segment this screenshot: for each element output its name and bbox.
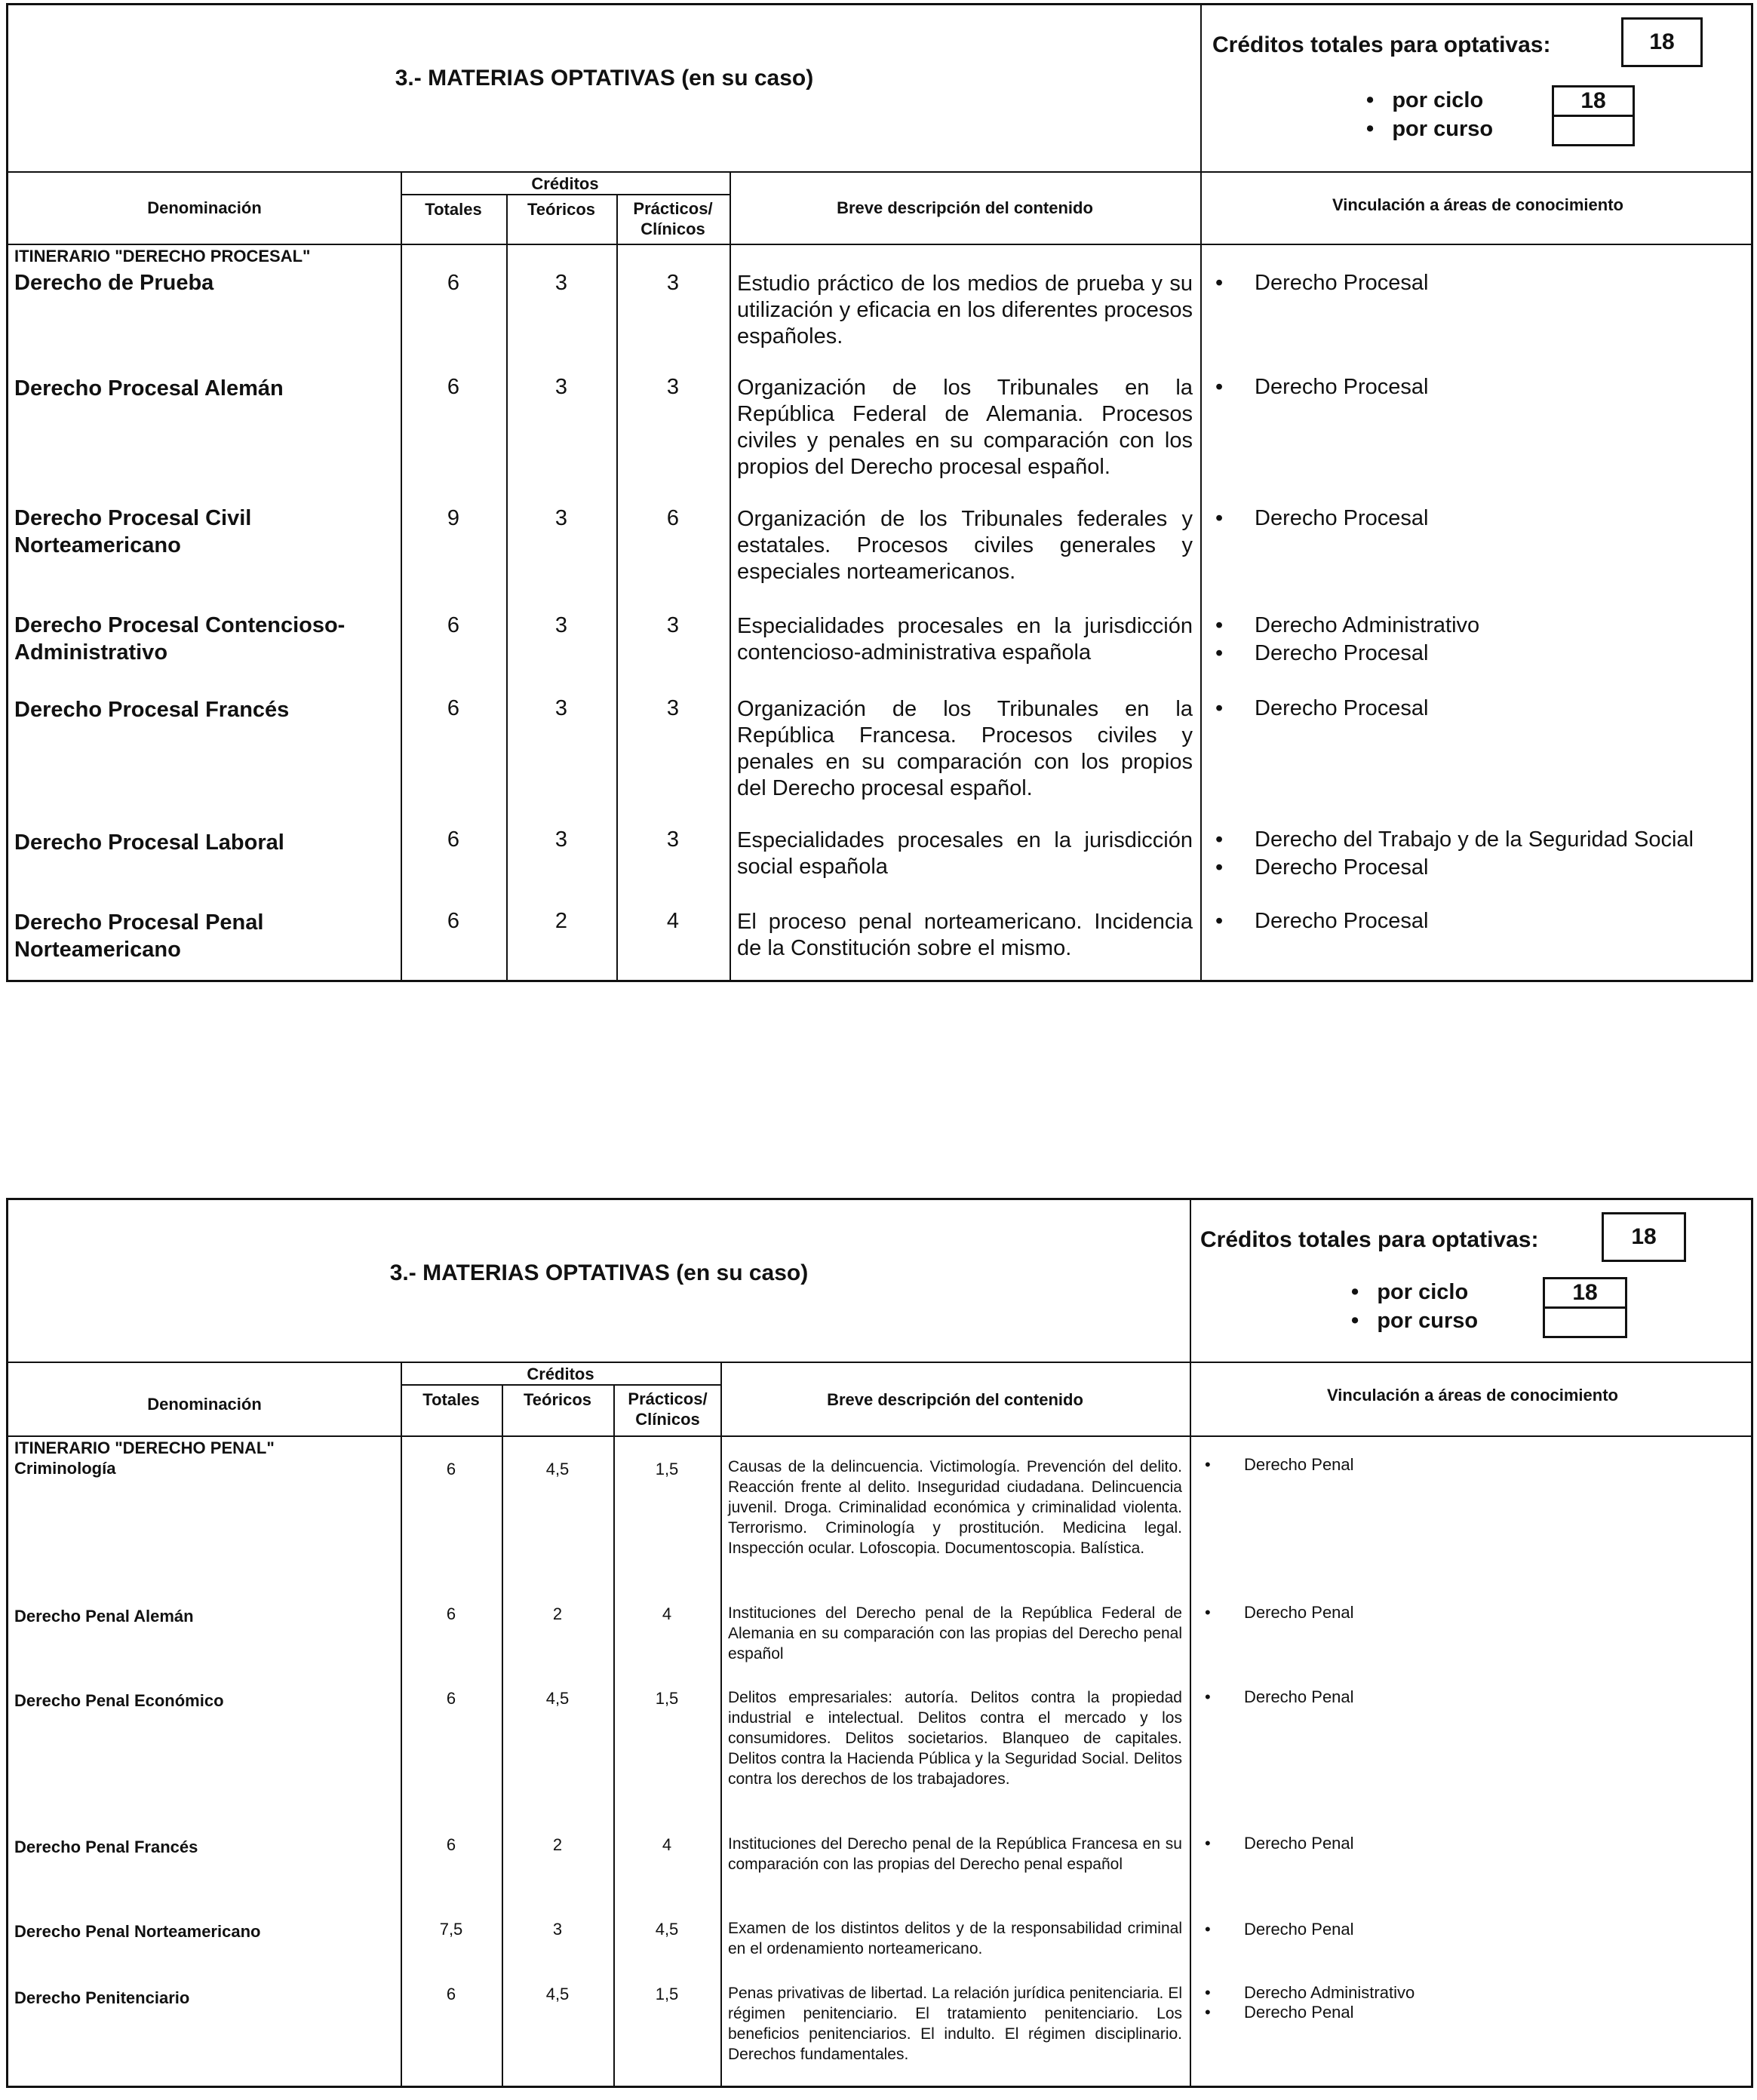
- area-item: • Derecho Administrativo: [1209, 612, 1752, 640]
- por-curso-label: • por curso: [1366, 117, 1494, 141]
- row-practicos: 4: [662, 1835, 672, 1854]
- row-teoricos: 3: [554, 375, 568, 399]
- row-practicos: 3: [666, 271, 680, 295]
- optativas-table-penal: [6, 1198, 1753, 2088]
- header-practicos: Prácticos/ Clínicos: [633, 199, 713, 238]
- por-ciclo-box: 18: [1552, 85, 1635, 117]
- row-totales: 6: [447, 827, 460, 852]
- area-item: • Derecho Procesal: [1209, 640, 1752, 668]
- row-teoricos: 3: [552, 1920, 563, 1939]
- row-practicos: 6: [666, 506, 680, 530]
- por-curso-box: [1552, 115, 1635, 146]
- creditos-totales-label: Créditos totales para optativas:: [1212, 32, 1551, 57]
- row-totales: 6: [446, 1689, 456, 1708]
- row-practicos: 4: [666, 909, 680, 933]
- row-practicos: 1,5: [655, 1689, 679, 1708]
- table-title: 3.- MATERIAS OPTATIVAS (en su caso): [395, 66, 814, 91]
- row-name: Derecho Procesal Alemán: [14, 376, 284, 401]
- row-areas: [1209, 269, 1752, 297]
- row-totales: 6: [446, 1835, 456, 1854]
- row-areas: [1209, 907, 1752, 935]
- row-totales: 6: [447, 696, 460, 720]
- por-curso-label: • por curso: [1351, 1309, 1479, 1333]
- row-description: Instituciones del Derecho penal de la República Francesa en su comparación con las propias del Derecho penal español: [728, 1835, 1182, 1873]
- header-vinculacion: Vinculación a áreas de conocimiento: [1327, 1386, 1618, 1405]
- header-creditos: Créditos: [527, 1365, 594, 1383]
- row-name: Derecho Procesal Contencioso-Administrativo: [14, 613, 346, 665]
- row-description: Delitos empresariales: autoría. Delitos contra la propiedad industrial e intelectual. Delitos contra el mercado y los consumidores. Delitos societarios. Blanqueo de capitales. Delitos contra la Hacienda Pública y la Seguridad Social. Delitos contra los derechos de los trabajadores.: [728, 1689, 1182, 1788]
- row-areas: [1199, 1834, 1749, 1853]
- row-practicos: 4: [662, 1604, 672, 1623]
- row-areas: [1199, 1455, 1749, 1475]
- row-totales: 6: [447, 375, 460, 399]
- row-totales: 6: [446, 1460, 456, 1478]
- header-denominacion: Denominación: [147, 198, 262, 217]
- row-description: Especialidades procesales en la jurisdicción contencioso-administrativa española: [737, 614, 1193, 665]
- row-practicos: 3: [666, 827, 680, 852]
- row-name: Derecho de Prueba: [14, 271, 214, 295]
- area-item: • Derecho Procesal: [1209, 854, 1752, 882]
- header-totales: Totales: [425, 200, 482, 219]
- header-creditos: Créditos: [531, 174, 599, 193]
- row-description: Estudio práctico de los medios de prueba y su utilización y eficacia en los diferentes procesos españoles.: [737, 272, 1193, 348]
- row-description: El proceso penal norteamericano. Incidencia de la Constitución sobre el mismo.: [737, 910, 1193, 960]
- header-descripcion: Breve descripción del contenido: [837, 198, 1093, 217]
- row-teoricos: 4,5: [545, 1985, 570, 2003]
- row-totales: 9: [447, 506, 460, 530]
- row-description: Penas privativas de libertad. La relación jurídica penitenciaria. El régimen penitenciario. El tratamiento penitenciario. Los beneficios penitenciarios. El indulto. El régimen disciplinario. Derechos fundamentales.: [728, 1985, 1182, 2063]
- area-item: • Derecho Administrativo: [1199, 1983, 1749, 2003]
- creditos-totales-box: 18: [1621, 17, 1703, 67]
- row-name: Derecho Penitenciario: [14, 1988, 190, 2007]
- area-item: • Derecho Penal: [1199, 1687, 1749, 1707]
- row-practicos: 1,5: [655, 1985, 679, 2003]
- row-areas: [1209, 373, 1752, 401]
- row-description: Especialidades procesales en la jurisdicción social española: [737, 828, 1193, 879]
- area-item: • Derecho Penal: [1199, 1603, 1749, 1623]
- row-description: Organización de los Tribunales federales y estatales. Procesos civiles generales y especiales norteamericanos.: [737, 507, 1193, 584]
- row-description: Organización de los Tribunales en la República Francesa. Procesos civiles y penales en su comparación con los propios del Derecho procesal español.: [737, 697, 1193, 800]
- optativas-table-procesal: [6, 3, 1753, 982]
- row-totales: 6: [447, 613, 460, 637]
- row-name: Criminología: [14, 1459, 116, 1478]
- row-practicos: 1,5: [655, 1460, 679, 1478]
- por-ciclo-label: • por ciclo: [1366, 88, 1484, 112]
- table-title: 3.- MATERIAS OPTATIVAS (en su caso): [389, 1260, 809, 1285]
- row-teoricos: 3: [554, 271, 568, 295]
- row-practicos: 3: [666, 696, 680, 720]
- row-areas: [1199, 1687, 1749, 1707]
- row-totales: 6: [447, 909, 460, 933]
- row-areas: [1199, 1983, 1749, 2022]
- row-teoricos: 2: [554, 909, 568, 933]
- header-practicos: Prácticos/ Clínicos: [628, 1389, 708, 1429]
- row-areas: [1209, 826, 1752, 882]
- row-areas: [1209, 505, 1752, 533]
- area-item: • Derecho Penal: [1199, 1455, 1749, 1475]
- row-areas: [1199, 1920, 1749, 1939]
- row-description: Organización de los Tribunales en la República Federal de Alemania. Procesos civiles y penales en su comparación con los propios del Derecho procesal español.: [737, 376, 1193, 479]
- row-description: Instituciones del Derecho penal de la República Federal de Alemania en su comparación con las propias del Derecho penal español: [728, 1604, 1182, 1662]
- row-totales: 7,5: [439, 1920, 463, 1939]
- row-totales: 6: [446, 1985, 456, 2003]
- itinerario-label: ITINERARIO "DERECHO PENAL": [14, 1438, 275, 1457]
- header-totales: Totales: [422, 1390, 480, 1409]
- row-description: Causas de la delincuencia. Victimología. Prevención del delito. Reacción frente al delito. Inseguridad ciudadana. Delincuencia juvenil. Droga. Criminalidad económica y criminalidad violenta. Terrorismo. Criminología y prostitución. Medicina legal. Inspección ocular. Lofoscopia. Documentoscopia. Balística.: [728, 1458, 1182, 1557]
- row-areas: [1209, 695, 1752, 723]
- row-practicos: 3: [666, 375, 680, 399]
- area-item: • Derecho del Trabajo y de la Seguridad Social: [1209, 826, 1752, 854]
- header-teoricos: Teóricos: [523, 1390, 592, 1409]
- area-item: • Derecho Procesal: [1209, 695, 1752, 723]
- header-denominacion: Denominación: [147, 1395, 262, 1414]
- row-name: Derecho Procesal Laboral: [14, 830, 284, 855]
- row-practicos: 3: [666, 613, 680, 637]
- row-totales: 6: [446, 1604, 456, 1623]
- por-ciclo-box: 18: [1543, 1277, 1627, 1309]
- row-teoricos: 3: [554, 506, 568, 530]
- por-ciclo-label: • por ciclo: [1351, 1280, 1469, 1304]
- row-name: Derecho Procesal Civil Norteamericano: [14, 506, 252, 557]
- creditos-totales-box: 18: [1602, 1212, 1686, 1262]
- itinerario-label: ITINERARIO "DERECHO PROCESAL": [14, 247, 311, 266]
- row-name: Derecho Penal Francés: [14, 1838, 198, 1856]
- row-teoricos: 3: [554, 827, 568, 852]
- row-description: Examen de los distintos delitos y de la responsabilidad criminal en el ordenamiento norteamericano.: [728, 1920, 1182, 1957]
- row-teoricos: 2: [552, 1835, 563, 1854]
- area-item: • Derecho Procesal: [1209, 373, 1752, 401]
- row-name: Derecho Procesal Penal Norteamericano: [14, 910, 264, 962]
- row-teoricos: 3: [554, 613, 568, 637]
- row-name: Derecho Procesal Francés: [14, 698, 290, 722]
- area-item: • Derecho Penal: [1199, 1920, 1749, 1939]
- row-name: Derecho Penal Alemán: [14, 1607, 194, 1626]
- row-teoricos: 3: [554, 696, 568, 720]
- row-teoricos: 2: [552, 1604, 563, 1623]
- row-teoricos: 4,5: [545, 1460, 570, 1478]
- row-areas: [1199, 1603, 1749, 1623]
- por-curso-box: [1543, 1306, 1627, 1338]
- row-practicos: 4,5: [655, 1920, 679, 1939]
- area-item: • Derecho Procesal: [1209, 505, 1752, 533]
- row-areas: [1209, 612, 1752, 668]
- creditos-totales-label: Créditos totales para optativas:: [1200, 1227, 1539, 1252]
- row-teoricos: 4,5: [545, 1689, 570, 1708]
- area-item: • Derecho Penal: [1199, 1834, 1749, 1853]
- header-teoricos: Teóricos: [527, 200, 596, 219]
- area-item: • Derecho Procesal: [1209, 269, 1752, 297]
- row-totales: 6: [447, 271, 460, 295]
- header-vinculacion: Vinculación a áreas de conocimiento: [1332, 195, 1623, 214]
- row-name: Derecho Penal Norteamericano: [14, 1922, 261, 1941]
- area-item: • Derecho Procesal: [1209, 907, 1752, 935]
- header-descripcion: Breve descripción del contenido: [827, 1390, 1083, 1409]
- area-item: • Derecho Penal: [1199, 2003, 1749, 2022]
- row-name: Derecho Penal Económico: [14, 1691, 224, 1710]
